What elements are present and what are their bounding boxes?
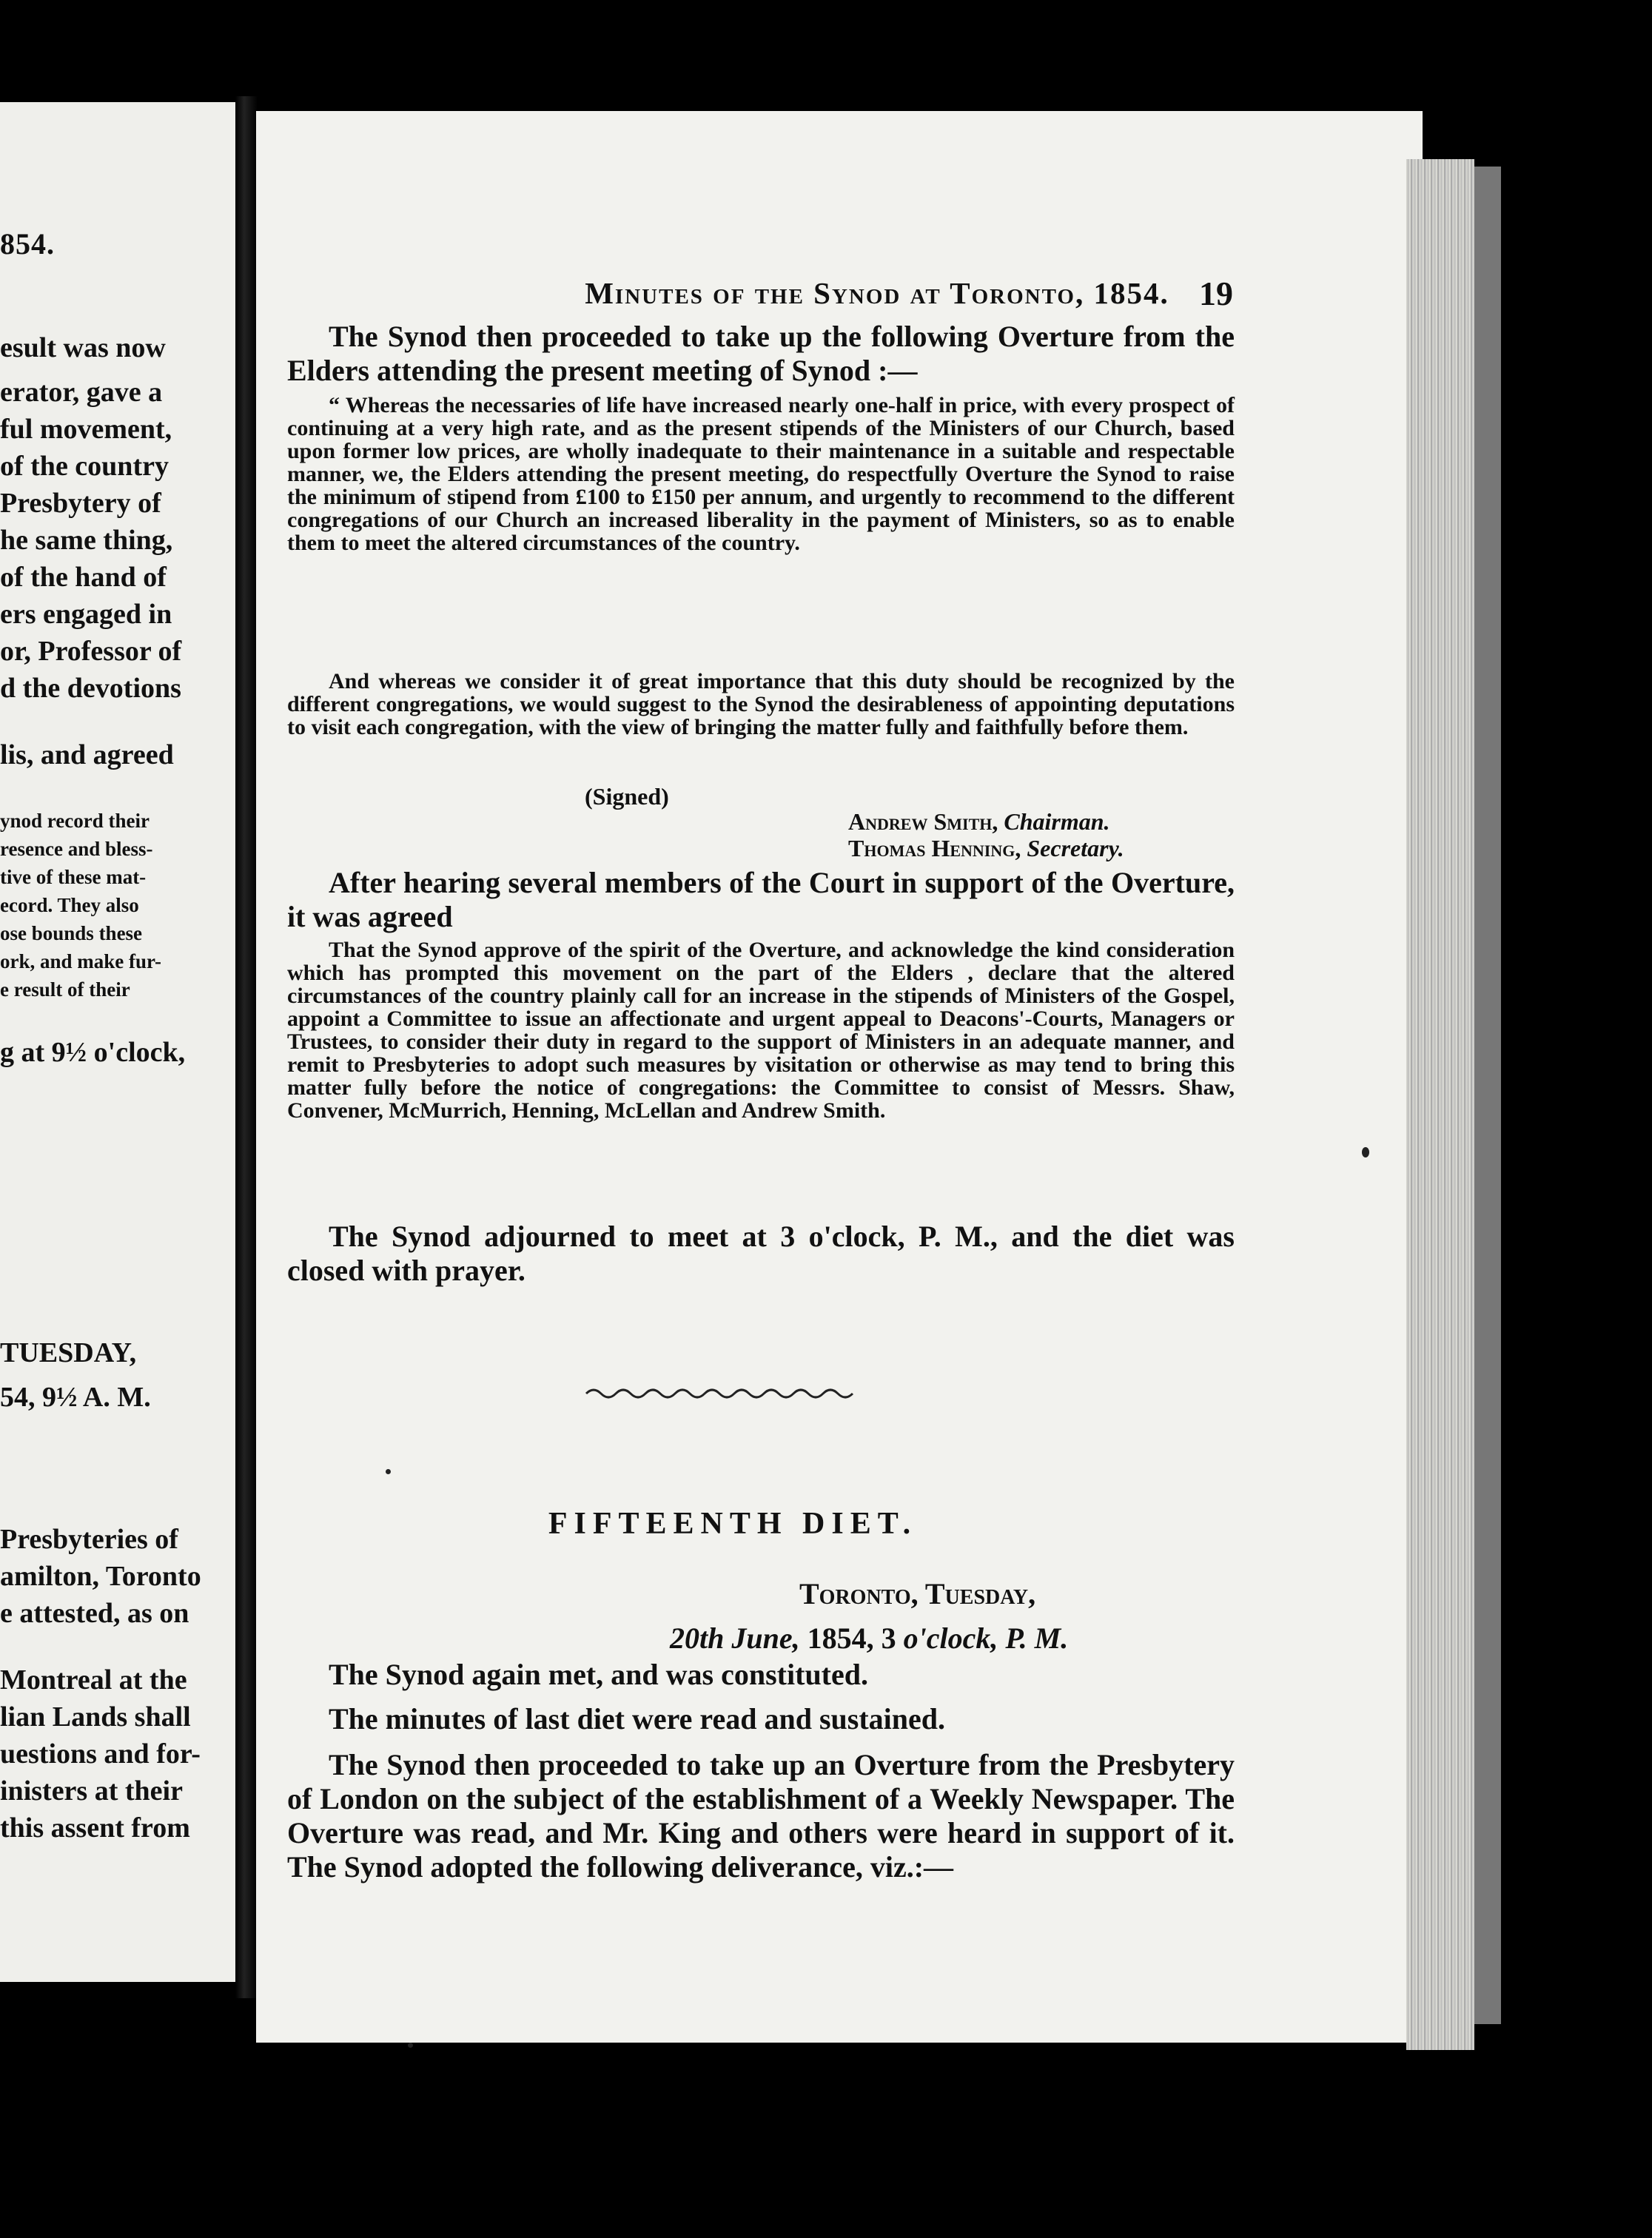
left-line: amilton, Toronto <box>0 1561 201 1592</box>
left-line: inisters at their <box>0 1775 183 1807</box>
signer-role: Secretary. <box>1027 835 1124 861</box>
page-edges-shadow <box>1474 167 1501 2024</box>
left-line: lis, and agreed <box>0 739 174 770</box>
left-line: tive of these mat- <box>0 866 147 888</box>
date: 20th June, <box>670 1622 800 1655</box>
left-line: esult was now <box>0 332 166 363</box>
paragraph: The Synod then proceeded to take up the following Overture from the Elders attending the present meeting of Synod :— <box>287 320 1235 387</box>
signer-role: Chairman. <box>1004 808 1110 835</box>
place-day: Toronto, Tuesday, <box>799 1577 1036 1610</box>
decorative-divider <box>585 1382 859 1405</box>
left-line: 854. <box>0 227 55 261</box>
signature <box>848 808 1110 836</box>
left-line: e attested, as on <box>0 1598 189 1629</box>
left-line: ecord. They also <box>0 894 139 916</box>
left-line: e result of their <box>0 978 130 1001</box>
signature <box>848 835 1124 862</box>
page-edges <box>1406 159 1474 2050</box>
previous-page-fragment <box>0 102 235 1982</box>
quoted-overture: “ Whereas the necessaries of life have increased nearly one-half in price, with every prospect of continuing at a very high rate, and as the present stipends of the Ministers of our Church, based upon former low prices, are wholly inadequate to their maintenance in a suitable and respectable manner, we, the Elders attending the present meeting, do respectfully Overture the Synod to raise the minimum of stipend from £100 to £150 per annum, and urgently to recommend to the different congregations of our Church an increased liberality in the payment of Ministers, so as to enable them to meet the altered circumstances of the country. <box>287 393 1235 555</box>
left-line: 54, 9½ A. M. <box>0 1382 151 1413</box>
left-line: this assent from <box>0 1812 190 1844</box>
left-line: Montreal at the <box>0 1664 187 1696</box>
ink-speck <box>1362 1147 1369 1157</box>
left-line: erator, gave a <box>0 377 163 408</box>
left-line: ful movement, <box>0 414 172 445</box>
left-line: of the hand of <box>0 562 167 593</box>
paragraph: The Synod adjourned to meet at 3 o'clock, P. M., and the diet was closed with prayer. <box>287 1220 1235 1287</box>
quoted-overture: And whereas we consider it of great importance that this duty should be recognized by the different congregations, we would suggest to the Synod the desirableness of appointing deputations to visit each congregation, with the view of bringing the matter fully and faithfully before them. <box>287 669 1235 739</box>
running-header: Minutes of the Synod at Toronto, 1854. <box>585 276 1169 310</box>
left-line: TUESDAY, <box>0 1337 137 1368</box>
year: 1854, 3 <box>799 1622 904 1655</box>
left-line: ork, and make fur- <box>0 950 162 972</box>
ink-speck <box>408 2043 413 2048</box>
signer-name: Andrew Smith, <box>848 808 998 835</box>
paragraph: After hearing several members of the Court in support of the Overture, it was agreed <box>287 866 1235 933</box>
left-line: Presbytery of <box>0 488 161 519</box>
left-line: resence and bless- <box>0 838 153 860</box>
left-line: ynod record their <box>0 810 150 832</box>
left-line: lian Lands shall <box>0 1701 191 1733</box>
ink-speck <box>386 1469 391 1474</box>
left-line: g at 9½ o'clock, <box>0 1037 186 1068</box>
left-line: Presbyteries of <box>0 1524 178 1555</box>
left-line: ose bounds these <box>0 922 143 944</box>
page-number: 19 <box>1199 275 1233 312</box>
paragraph: The minutes of last diet were read and sustained. <box>329 1702 946 1735</box>
paragraph: The Synod then proceeded to take up an Overture from the Presbytery of London on the subject of the establishment of a Weekly Newspaper. The Overture was read, and Mr. King and others were heard in support of it. The Synod adopted the following deliverance, viz.:— <box>287 1748 1235 1884</box>
signer-name: Thomas Henning, <box>848 835 1021 861</box>
left-line: uestions and for- <box>0 1738 201 1770</box>
resolution: That the Synod approve of the spirit of the Overture, and acknowledge the kind consideration which has prompted this movement on the part of the Elders , declare that the altered circumstances of the country plainly call for an increase in the stipends of Ministers of the Gospel, appoint a Committee to issue an affectionate and urgent appeal to Deacons'-Courts, Managers or Trustees, to consider their duty in regard to the support of Ministers in an adequate manner, and remit to Presbyteries to adopt such measures by visitation or otherwise as may tend to bring this matter fully before the notice of congregations: the Committee to consist of Messrs. Shaw, Convener, McMurrich, Henning, McLellan and Andrew Smith. <box>287 938 1235 1123</box>
left-line: he same thing, <box>0 525 173 556</box>
left-line: of the country <box>0 451 169 482</box>
paragraph: The Synod again met, and was constituted. <box>329 1658 869 1691</box>
left-line: or, Professor of <box>0 636 182 667</box>
left-line: ers engaged in <box>0 599 172 630</box>
left-line: d the devotions <box>0 673 181 704</box>
signed-label: (Signed) <box>585 783 669 810</box>
time: o'clock, P. M. <box>903 1622 1069 1655</box>
book-gutter <box>235 96 258 1998</box>
section-title: FIFTEENTH DIET. <box>548 1507 918 1541</box>
date-line <box>670 1621 1068 1656</box>
